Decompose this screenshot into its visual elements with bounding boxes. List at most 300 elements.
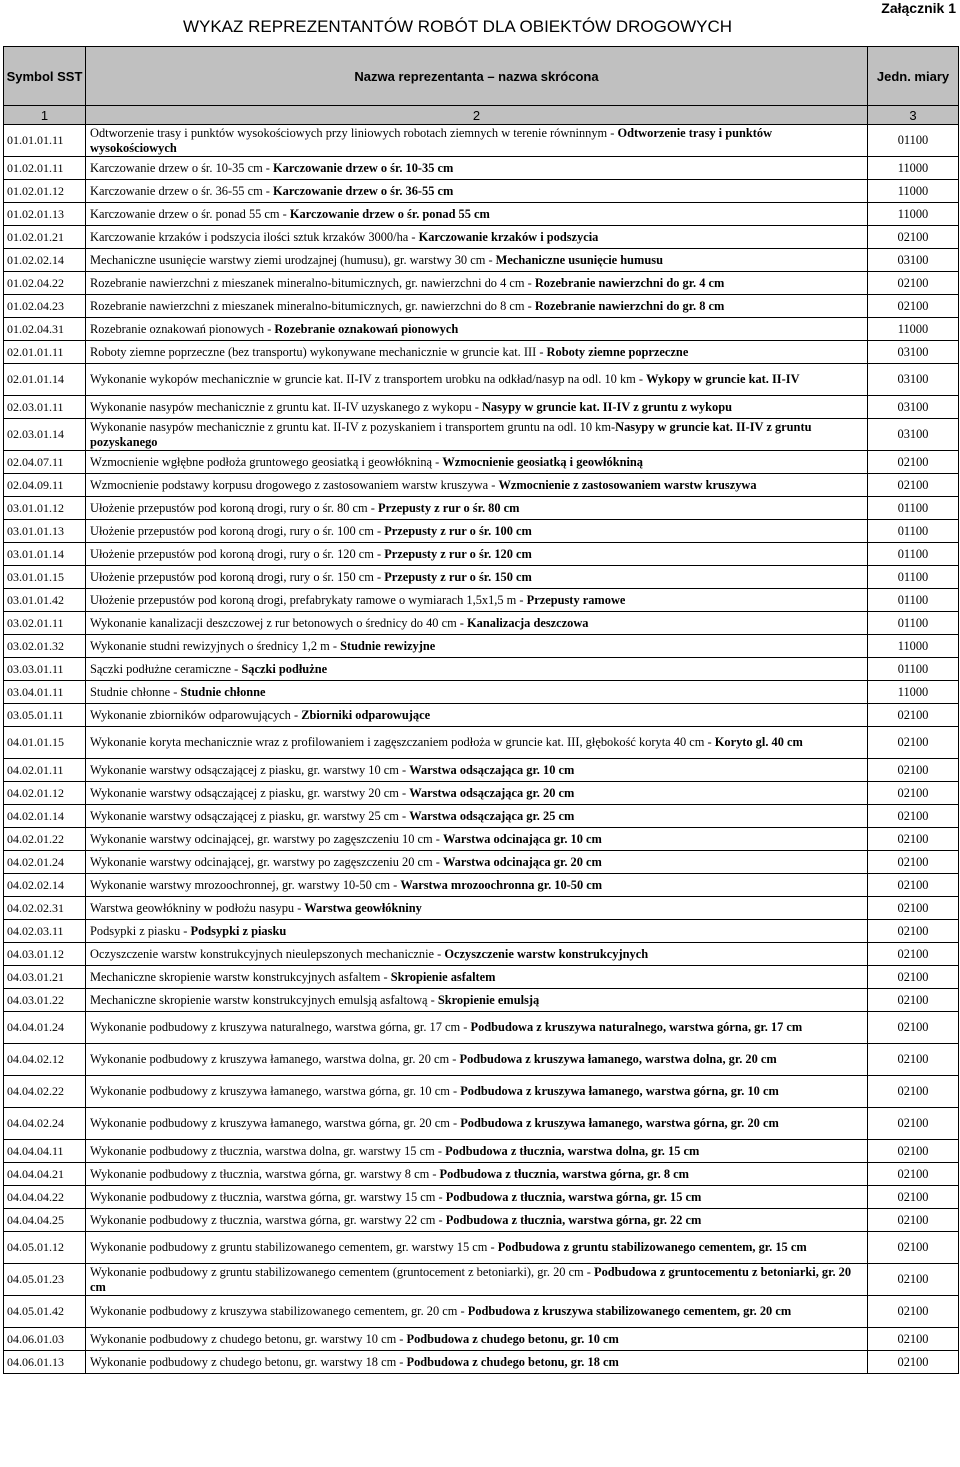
header-name: Nazwa reprezentanta – nazwa skrócona [86, 47, 868, 106]
table-row [4, 1296, 959, 1328]
short-name: Warstwa mrozoochronna gr. 10-50 cm [400, 877, 603, 892]
unit-cell: 02100 [868, 1209, 959, 1232]
symbol-cell: 02.01.01.14 [4, 364, 86, 396]
symbol-cell: 04.03.01.22 [4, 989, 86, 1012]
table-row [4, 474, 959, 497]
name-cell [86, 589, 868, 612]
symbol-cell: 04.05.01.42 [4, 1296, 86, 1328]
full-name: Mechaniczne skropienie warstw konstrukcyjnych emulsją asfaltową - [90, 992, 438, 1007]
full-name: Wykonanie warstwy odsączającej z piasku, gr. warstwy 25 cm - [90, 808, 410, 823]
unit-cell: 02100 [868, 805, 959, 828]
annex-label: Załącznik 1 [881, 0, 956, 16]
full-name: Wykonanie podbudowy z chudego betonu, gr. warstwy 18 cm - [90, 1354, 407, 1369]
unit-cell: 02100 [868, 295, 959, 318]
full-name: Studnie chłonne - [90, 684, 181, 699]
symbol-cell: 01.02.01.13 [4, 203, 86, 226]
symbol-cell: 01.02.01.21 [4, 226, 86, 249]
symbol-cell: 04.02.02.14 [4, 874, 86, 897]
symbol-cell: 04.03.01.21 [4, 966, 86, 989]
unit-cell: 02100 [868, 1351, 959, 1374]
name-cell [86, 203, 868, 226]
full-name: Wykonanie koryta mechanicznie wraz z profilowaniem i zagęszczaniem podłoża w gruncie kat. III, głębokość koryta 40 cm - [90, 735, 715, 749]
table-row [4, 203, 959, 226]
unit-cell: 02100 [868, 1012, 959, 1044]
short-name: Warstwa odsączająca gr. 20 cm [409, 785, 575, 800]
table-row [4, 1264, 959, 1296]
short-name: Mechaniczne usunięcie humusu [495, 252, 663, 267]
full-name: Ułożenie przepustów pod koroną drogi, rury o śr. 150 cm - [90, 569, 385, 584]
unit-cell: 02100 [868, 920, 959, 943]
unit-cell: 11000 [868, 681, 959, 704]
short-name: Podbudowa z tłucznia, warstwa górna, gr. 15 cm [445, 1189, 702, 1204]
symbol-cell: 01.02.01.12 [4, 180, 86, 203]
unit-cell: 02100 [868, 897, 959, 920]
symbol-cell: 01.02.04.22 [4, 272, 86, 295]
name-cell [86, 828, 868, 851]
document-title: WYKAZ REPREZENTANTÓW ROBÓT DLA OBIEKTÓW DROGOWYCH [182, 17, 733, 36]
symbol-cell: 02.01.01.11 [4, 341, 86, 364]
full-name: Rozebranie nawierzchni z mieszanek mineralno-bitumicznych, gr. nawierzchni do 8 cm - [90, 298, 535, 313]
table-row [4, 318, 959, 341]
full-name: Ułożenie przepustów pod koroną drogi, rury o śr. 80 cm - [90, 500, 379, 515]
full-name: Podsypki z piasku - [90, 923, 191, 938]
full-name: Wykonanie podbudowy z gruntu stabilizowanego cementem (gruntocement z betoniarki), gr. 20 cm - [90, 1264, 595, 1279]
name-cell [86, 874, 868, 897]
unit-cell: 02100 [868, 1296, 959, 1328]
table-row [4, 1186, 959, 1209]
name-cell [86, 180, 868, 203]
unit-cell: 03100 [868, 419, 959, 451]
table-row [4, 497, 959, 520]
table-row [4, 543, 959, 566]
name-cell [86, 364, 868, 396]
unit-cell: 11000 [868, 635, 959, 658]
col-number-1: 1 [4, 106, 86, 125]
short-name: Wzmocnienie z zastosowaniem warstw kruszywa [498, 477, 757, 492]
unit-cell: 02100 [868, 1232, 959, 1264]
table-row [4, 897, 959, 920]
name-cell [86, 920, 868, 943]
table-row [4, 125, 959, 157]
symbol-cell: 04.06.01.13 [4, 1351, 86, 1374]
table-row [4, 828, 959, 851]
full-name: Sączki podłużne ceramiczne - [90, 661, 242, 676]
short-name: Studnie rewizyjne [340, 638, 436, 653]
short-name: Oczyszczenie warstw konstrukcyjnych [444, 946, 649, 961]
name-cell [86, 966, 868, 989]
short-name: Przepusty z rur o śr. 80 cm [378, 500, 520, 515]
full-name: Karczowanie drzew o śr. 10-35 cm - [90, 160, 274, 175]
short-name: Przepusty z rur o śr. 100 cm [384, 523, 532, 538]
table-row [4, 1076, 959, 1108]
short-name: Warstwa odcinająca gr. 10 cm [442, 831, 602, 846]
unit-cell: 02100 [868, 759, 959, 782]
symbol-cell: 04.02.01.12 [4, 782, 86, 805]
full-name: Ułożenie przepustów pod koroną drogi, rury o śr. 120 cm - [90, 546, 385, 561]
table-row [4, 364, 959, 396]
table-row [4, 782, 959, 805]
unit-cell: 02100 [868, 1140, 959, 1163]
full-name: Wykonanie podbudowy z kruszywa łamanego, warstwa górna, gr. 10 cm - [90, 1084, 461, 1098]
unit-cell: 11000 [868, 318, 959, 341]
name-cell [86, 295, 868, 318]
unit-cell: 01100 [868, 612, 959, 635]
table-row [4, 805, 959, 828]
table-row [4, 180, 959, 203]
table-row [4, 681, 959, 704]
full-name: Wykonanie podbudowy z tłucznia, warstwa dolna, gr. warstwy 15 cm - [90, 1143, 446, 1158]
table-row [4, 272, 959, 295]
unit-cell: 02100 [868, 727, 959, 759]
name-cell [86, 1264, 868, 1296]
unit-cell: 03100 [868, 249, 959, 272]
name-cell [86, 272, 868, 295]
unit-cell: 01100 [868, 566, 959, 589]
table-row [4, 1232, 959, 1264]
symbol-cell: 04.02.02.31 [4, 897, 86, 920]
short-name: Wzmocnienie geosiatką i geowłókniną [442, 454, 644, 469]
symbol-cell: 03.01.01.12 [4, 497, 86, 520]
table-row [4, 341, 959, 364]
short-name: Podbudowa z tłucznia, warstwa górna, gr. 22 cm [445, 1212, 702, 1227]
unit-cell: 02100 [868, 272, 959, 295]
unit-cell: 02100 [868, 782, 959, 805]
full-name: Wzmocnienie wgłębne podłoża gruntowego geosiatką i geowłókniną - [90, 454, 443, 469]
name-cell [86, 474, 868, 497]
name-cell [86, 497, 868, 520]
unit-cell: 03100 [868, 364, 959, 396]
symbol-cell: 04.04.04.11 [4, 1140, 86, 1163]
table-row [4, 989, 959, 1012]
short-name: Nasypy w gruncie kat. II-IV z gruntu pozyskanego [90, 419, 812, 449]
name-cell [86, 727, 868, 759]
full-name: Wykonanie podbudowy z tłucznia, warstwa górna, gr. warstwy 15 cm - [90, 1189, 446, 1204]
symbol-cell: 03.01.01.13 [4, 520, 86, 543]
full-name: Rozebranie oznakowań pionowych - [90, 321, 275, 336]
full-name: Karczowanie krzaków i podszycia ilości sztuk krzaków 3000/ha - [90, 229, 419, 244]
short-name: Podbudowa z kruszywa łamanego, warstwa dolna, gr. 20 cm [459, 1052, 777, 1066]
unit-cell: 02100 [868, 943, 959, 966]
full-name: Wykonanie podbudowy z kruszywa łamanego, warstwa górna, gr. 20 cm - [90, 1116, 461, 1130]
unit-cell: 02100 [868, 1076, 959, 1108]
full-name: Wykonanie warstwy odsączającej z piasku, gr. warstwy 10 cm - [90, 762, 410, 777]
short-name: Podsypki z piasku [190, 923, 287, 938]
symbol-cell: 04.04.02.22 [4, 1076, 86, 1108]
short-name: Podbudowa z kruszywa stabilizowanego cementem, gr. 20 cm [467, 1304, 792, 1318]
table-row [4, 943, 959, 966]
table-row [4, 249, 959, 272]
table-row [4, 1140, 959, 1163]
short-name: Podbudowa z gruntu stabilizowanego cementem, gr. 15 cm [497, 1240, 807, 1254]
full-name: Mechaniczne usunięcie warstwy ziemi urodzajnej (humusu), gr. warstwy 30 cm - [90, 252, 496, 267]
name-cell [86, 1328, 868, 1351]
full-name: Wykonanie podbudowy z kruszywa łamanego, warstwa dolna, gr. 20 cm - [90, 1052, 460, 1066]
short-name: Podbudowa z tłucznia, warstwa górna, gr. 8 cm [439, 1166, 689, 1181]
unit-cell: 02100 [868, 989, 959, 1012]
full-name: Wykonanie warstwy odcinającej, gr. warstwy po zagęszczeniu 10 cm - [90, 831, 443, 846]
name-cell [86, 157, 868, 180]
unit-cell: 01100 [868, 658, 959, 681]
short-name: Karczowanie drzew o śr. 36-55 cm [273, 183, 454, 198]
symbol-cell: 02.03.01.14 [4, 419, 86, 451]
unit-cell: 02100 [868, 474, 959, 497]
short-name: Odtworzenie trasy i punktów wysokościowych [90, 125, 773, 155]
short-name: Wykopy w gruncie kat. II-IV [646, 372, 800, 386]
short-name: Warstwa odcinająca gr. 20 cm [442, 854, 602, 869]
short-name: Podbudowa z chudego betonu, gr. 10 cm [406, 1331, 619, 1346]
symbol-cell: 02.03.01.11 [4, 396, 86, 419]
short-name: Podbudowa z kruszywa łamanego, warstwa górna, gr. 20 cm [460, 1116, 779, 1130]
name-cell [86, 1076, 868, 1108]
symbol-cell: 01.02.01.11 [4, 157, 86, 180]
name-cell [86, 635, 868, 658]
symbol-cell: 04.05.01.12 [4, 1232, 86, 1264]
unit-cell: 01100 [868, 497, 959, 520]
unit-cell: 01100 [868, 589, 959, 612]
name-cell [86, 1108, 868, 1140]
full-name: Wykonanie podbudowy z gruntu stabilizowanego cementem, gr. warstwy 15 cm - [90, 1240, 498, 1254]
unit-cell: 02100 [868, 1264, 959, 1296]
full-name: Oczyszczenie warstw konstrukcyjnych nieulepszonych mechanicznie - [90, 946, 445, 961]
table-row [4, 451, 959, 474]
short-name: Podbudowa z kruszywa łamanego, warstwa górna, gr. 10 cm [460, 1084, 779, 1098]
symbol-cell: 03.01.01.42 [4, 589, 86, 612]
short-name: Warstwa odsączająca gr. 25 cm [409, 808, 575, 823]
full-name: Wykonanie podbudowy z kruszywa naturalnego, warstwa górna, gr. 17 cm - [90, 1020, 471, 1034]
short-name: Karczowanie drzew o śr. 10-35 cm [273, 160, 454, 175]
name-cell [86, 704, 868, 727]
table-row [4, 966, 959, 989]
table-row [4, 635, 959, 658]
table-row [4, 1328, 959, 1351]
short-name: Skropienie asfaltem [390, 969, 496, 984]
short-name: Podbudowa z tłucznia, warstwa dolna, gr. 15 cm [445, 1143, 700, 1158]
short-name: Rozebranie nawierzchni do gr. 8 cm [534, 298, 725, 313]
symbol-cell: 04.03.01.12 [4, 943, 86, 966]
full-name: Wykonanie podbudowy z chudego betonu, gr. warstwy 10 cm - [90, 1331, 407, 1346]
unit-cell: 02100 [868, 451, 959, 474]
symbol-cell: 02.04.07.11 [4, 451, 86, 474]
name-cell [86, 805, 868, 828]
unit-cell: 11000 [868, 157, 959, 180]
full-name: Wykonanie studni rewizyjnych o średnicy 1,2 m - [90, 638, 341, 653]
unit-cell: 03100 [868, 396, 959, 419]
name-cell [86, 318, 868, 341]
symbol-cell: 03.03.01.11 [4, 658, 86, 681]
unit-cell: 02100 [868, 1108, 959, 1140]
short-name: Karczowanie krzaków i podszycia [418, 229, 599, 244]
full-name: Wykonanie podbudowy z tłucznia, warstwa górna, gr. warstwy 8 cm - [90, 1166, 440, 1181]
symbol-cell: 04.04.04.22 [4, 1186, 86, 1209]
full-name: Wykonanie podbudowy z tłucznia, warstwa górna, gr. warstwy 22 cm - [90, 1212, 446, 1227]
name-cell [86, 396, 868, 419]
symbol-cell: 01.01.01.11 [4, 125, 86, 157]
short-name: Podbudowa z chudego betonu, gr. 18 cm [406, 1354, 619, 1369]
name-cell [86, 1163, 868, 1186]
name-cell [86, 1232, 868, 1264]
name-cell [86, 1044, 868, 1076]
symbol-cell: 04.04.01.24 [4, 1012, 86, 1044]
full-name: Karczowanie drzew o śr. 36-55 cm - [90, 183, 274, 198]
name-cell [86, 1296, 868, 1328]
short-name: Warstwa geowłókniny [304, 900, 422, 915]
short-name: Przepusty ramowe [526, 592, 626, 607]
name-cell [86, 543, 868, 566]
table-row [4, 226, 959, 249]
table-row [4, 520, 959, 543]
table-row [4, 1108, 959, 1140]
symbol-cell: 03.01.01.14 [4, 543, 86, 566]
table-row [4, 704, 959, 727]
table-row [4, 1044, 959, 1076]
unit-cell: 01100 [868, 125, 959, 157]
symbol-cell: 01.02.04.23 [4, 295, 86, 318]
name-cell [86, 125, 868, 157]
name-cell [86, 566, 868, 589]
name-cell [86, 1209, 868, 1232]
full-name: Ułożenie przepustów pod koroną drogi, rury o śr. 100 cm - [90, 523, 385, 538]
symbol-cell: 04.04.04.25 [4, 1209, 86, 1232]
unit-cell: 02100 [868, 1163, 959, 1186]
full-name: Wykonanie zbiorników odparowujących - [90, 707, 302, 722]
full-name: Wykonanie nasypów mechanicznie z gruntu kat. II-IV uzyskanego z wykopu - [90, 399, 482, 414]
symbol-cell: 04.04.02.24 [4, 1108, 86, 1140]
symbol-cell: 04.06.01.03 [4, 1328, 86, 1351]
full-name: Ułożenie przepustów pod koroną drogi, prefabrykaty ramowe o wymiarach 1,5x1,5 m - [90, 592, 527, 607]
symbol-cell: 01.02.04.31 [4, 318, 86, 341]
unit-cell: 02100 [868, 704, 959, 727]
table-row [4, 566, 959, 589]
name-cell [86, 1012, 868, 1044]
short-name: Rozebranie oznakowań pionowych [274, 321, 459, 336]
unit-cell: 01100 [868, 520, 959, 543]
table-row [4, 851, 959, 874]
symbol-cell: 04.02.01.14 [4, 805, 86, 828]
symbol-cell: 04.02.03.11 [4, 920, 86, 943]
full-name: Odtworzenie trasy i punktów wysokościowych przy liniowych robotach ziemnych w terenie równinnym - [90, 125, 618, 140]
symbol-cell: 02.04.09.11 [4, 474, 86, 497]
short-name: Studnie chłonne [180, 684, 266, 699]
unit-cell: 02100 [868, 226, 959, 249]
unit-cell: 02100 [868, 1186, 959, 1209]
full-name: Wykonanie warstwy odsączającej z piasku, gr. warstwy 20 cm - [90, 785, 410, 800]
table-row [4, 1012, 959, 1044]
name-cell [86, 658, 868, 681]
name-cell [86, 782, 868, 805]
table-row [4, 419, 959, 451]
name-cell [86, 1186, 868, 1209]
symbol-cell: 01.02.02.14 [4, 249, 86, 272]
unit-cell: 02100 [868, 851, 959, 874]
name-cell [86, 943, 868, 966]
representatives-table [3, 46, 959, 1374]
full-name: Wykonanie wykopów mechanicznie w gruncie kat. II-IV z transportem urobku na odkład/nasyp na odl. 10 km - [90, 372, 647, 386]
col-number-2: 2 [86, 106, 868, 125]
name-cell [86, 249, 868, 272]
table-row [4, 396, 959, 419]
short-name: Roboty ziemne poprzeczne [546, 344, 689, 359]
unit-cell: 01100 [868, 543, 959, 566]
short-name: Przepusty z rur o śr. 120 cm [384, 546, 532, 561]
full-name: Mechaniczne skropienie warstw konstrukcyjnych asfaltem - [90, 969, 391, 984]
table-row [4, 658, 959, 681]
full-name: Wykonanie podbudowy z kruszywa stabilizowanego cementem, gr. 20 cm - [90, 1304, 468, 1318]
table-row [4, 759, 959, 782]
name-cell [86, 451, 868, 474]
short-name: Zbiorniki odparowujące [301, 707, 431, 722]
symbol-cell: 03.04.01.11 [4, 681, 86, 704]
name-cell [86, 520, 868, 543]
short-name: Koryto gl. 40 cm [714, 735, 803, 749]
name-cell [86, 681, 868, 704]
name-cell [86, 612, 868, 635]
symbol-cell: 03.01.01.15 [4, 566, 86, 589]
full-name: Rozebranie nawierzchni z mieszanek mineralno-bitumicznych, gr. nawierzchni do 4 cm - [90, 275, 535, 290]
full-name: Wykonanie nasypów mechanicznie z gruntu kat. II-IV z pozyskaniem i transportem gruntu na odl. 10 km- [90, 419, 616, 434]
short-name: Nasypy w gruncie kat. II-IV z gruntu z wykopu [481, 399, 732, 414]
full-name: Roboty ziemne poprzeczne (bez transportu) wykonywane mechanicznie w gruncie kat. III - [90, 344, 547, 359]
table-row [4, 612, 959, 635]
unit-cell: 02100 [868, 966, 959, 989]
short-name: Przepusty z rur o śr. 150 cm [384, 569, 532, 584]
symbol-cell: 04.04.02.12 [4, 1044, 86, 1076]
table-row [4, 727, 959, 759]
unit-cell: 02100 [868, 828, 959, 851]
unit-cell: 02100 [868, 1328, 959, 1351]
name-cell [86, 226, 868, 249]
short-name: Karczowanie drzew o śr. ponad 55 cm [289, 206, 490, 221]
name-cell [86, 989, 868, 1012]
name-cell [86, 759, 868, 782]
short-name: Skropienie emulsją [437, 992, 540, 1007]
symbol-cell: 04.02.01.22 [4, 828, 86, 851]
symbol-cell: 04.02.01.11 [4, 759, 86, 782]
unit-cell: 02100 [868, 1044, 959, 1076]
table-row [4, 1163, 959, 1186]
name-cell [86, 419, 868, 451]
name-cell [86, 1351, 868, 1374]
symbol-cell: 03.02.01.32 [4, 635, 86, 658]
short-name: Warstwa odsączająca gr. 10 cm [409, 762, 575, 777]
unit-cell: 02100 [868, 874, 959, 897]
col-number-3: 3 [868, 106, 959, 125]
name-cell [86, 851, 868, 874]
symbol-cell: 04.05.01.23 [4, 1264, 86, 1296]
symbol-cell: 03.02.01.11 [4, 612, 86, 635]
name-cell [86, 1140, 868, 1163]
table-row [4, 920, 959, 943]
symbol-cell: 04.01.01.15 [4, 727, 86, 759]
header-symbol: Symbol SST [4, 47, 86, 106]
symbol-cell: 03.05.01.11 [4, 704, 86, 727]
full-name: Wykonanie warstwy odcinającej, gr. warstwy po zagęszczeniu 20 cm - [90, 854, 443, 869]
short-name: Podbudowa z kruszywa naturalnego, warstwa górna, gr. 17 cm [470, 1020, 803, 1034]
name-cell [86, 341, 868, 364]
short-name: Sączki podłużne [241, 661, 328, 676]
table-row [4, 1351, 959, 1374]
short-name: Rozebranie nawierzchni do gr. 4 cm [534, 275, 725, 290]
full-name: Wykonanie kanalizacji deszczowej z rur betonowych o średnicy do 40 cm - [90, 615, 468, 630]
short-name: Kanalizacja deszczowa [467, 615, 589, 630]
table-row [4, 295, 959, 318]
full-name: Wzmocnienie podstawy korpusu drogowego z zastosowaniem warstw kruszywa - [90, 477, 499, 492]
table-row [4, 589, 959, 612]
unit-cell: 11000 [868, 180, 959, 203]
table-row [4, 1209, 959, 1232]
table-row [4, 874, 959, 897]
full-name: Warstwa geowłókniny w podłożu nasypu - [90, 900, 305, 915]
unit-cell: 11000 [868, 203, 959, 226]
